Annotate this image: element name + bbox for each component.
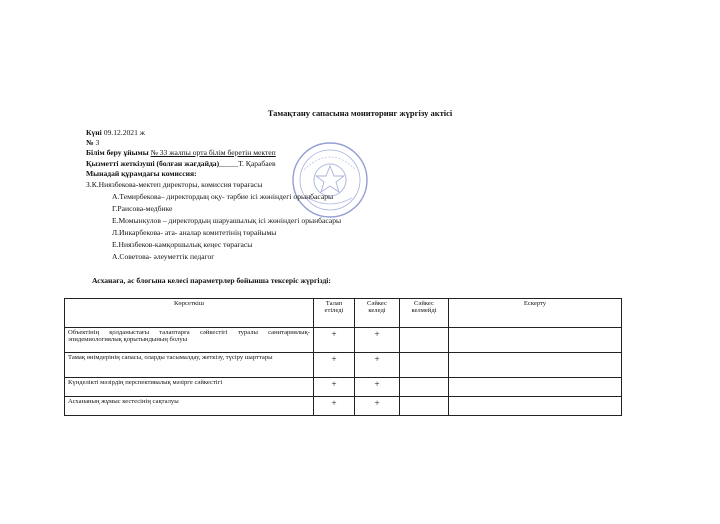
header-indicator: Көрсеткіш <box>65 299 314 328</box>
commission-member: Е.Ниязбеков-камқоршылық кеңес төрағасы <box>112 240 253 249</box>
document-title: Тамақтану сапасына мониторинг жүргізу актісі <box>267 108 453 118</box>
row-required: + <box>314 353 355 378</box>
row-not-matches <box>400 328 449 353</box>
school-label: Білім беру ұйымы <box>86 148 149 157</box>
monitoring-table <box>64 298 622 416</box>
table-row <box>65 397 622 416</box>
header-not-matches: Сәйкес келмейді <box>400 299 449 328</box>
provider-line <box>86 159 276 169</box>
number-line <box>86 138 99 148</box>
header-required: Талап етіледі <box>314 299 355 328</box>
row-matches: + <box>355 353 400 378</box>
row-indicator: Объектінің қолданыстағы талаптарға сәйкестігі туралы санитариялық-эпидемиологиялық қорытындының болуы <box>65 328 314 353</box>
number-label: № <box>86 138 94 147</box>
row-matches: + <box>355 378 400 397</box>
row-not-matches <box>400 353 449 378</box>
table-row <box>65 378 622 397</box>
header-matches: Сәйкес келеді <box>355 299 400 328</box>
row-not-matches <box>400 397 449 416</box>
provider-value: Т. Қарабаев <box>238 159 276 168</box>
commission-member: З.К.Ниязбекова-мектеп директоры, комиссия төрағасы <box>86 180 263 189</box>
number-value: 3 <box>95 138 100 147</box>
school-value: № 33 жалпы орта білім беретін мектеп <box>150 148 276 157</box>
commission-member: Л.Инкарбекова- ата- аналар комитетінің төрайымы <box>112 228 277 237</box>
table-row <box>65 353 622 378</box>
row-required: + <box>314 397 355 416</box>
row-note <box>449 328 622 353</box>
commission-member: Г.Раисова-медбике <box>112 204 173 213</box>
provider-label: Қызметті жеткізуші (болған жағдайда) <box>86 159 220 168</box>
row-note <box>449 378 622 397</box>
date-value: 09.12.2021 ж <box>103 128 146 137</box>
row-required: + <box>314 328 355 353</box>
date-label: Күні <box>86 128 102 137</box>
row-matches: + <box>355 328 400 353</box>
provider-blank: _____ <box>219 159 239 168</box>
row-indicator: Асхананың жұмыс кестесінің сақталуы <box>65 397 314 416</box>
commission-member: А.Темирбекова– директордың оқу- тәрбие ісі жөніндегі орынбасары <box>112 192 334 201</box>
commission-member: Е.Момынкулов – директордың шаруашылық ісі жөніндегі орынбасары <box>112 216 342 225</box>
school-line <box>86 148 276 158</box>
commission-heading: Мынадай құрамдағы комиссия: <box>86 169 197 178</box>
official-seal-icon <box>290 140 370 220</box>
row-required: + <box>314 378 355 397</box>
table-header-row <box>65 299 622 328</box>
row-note <box>449 353 622 378</box>
header-note: Ескерту <box>449 299 622 328</box>
commission-member: А.Советова- әлеуметтік педагог <box>112 252 215 261</box>
row-indicator: Күнделікті мәзірдің перспективалық мәзірге сәйкестігі <box>65 378 314 397</box>
row-note <box>449 397 622 416</box>
row-indicator: Тамақ өнімдерінің сапасы, оларды тасымалдау, жеткізу, түсіру шарттары <box>65 353 314 378</box>
date-line <box>86 128 145 138</box>
check-intro: Асханаға, ас блогына келесі параметрлер бойынша тексеріс жүргізді: <box>92 276 331 285</box>
row-matches: + <box>355 397 400 416</box>
row-not-matches <box>400 378 449 397</box>
table-row <box>65 328 622 353</box>
